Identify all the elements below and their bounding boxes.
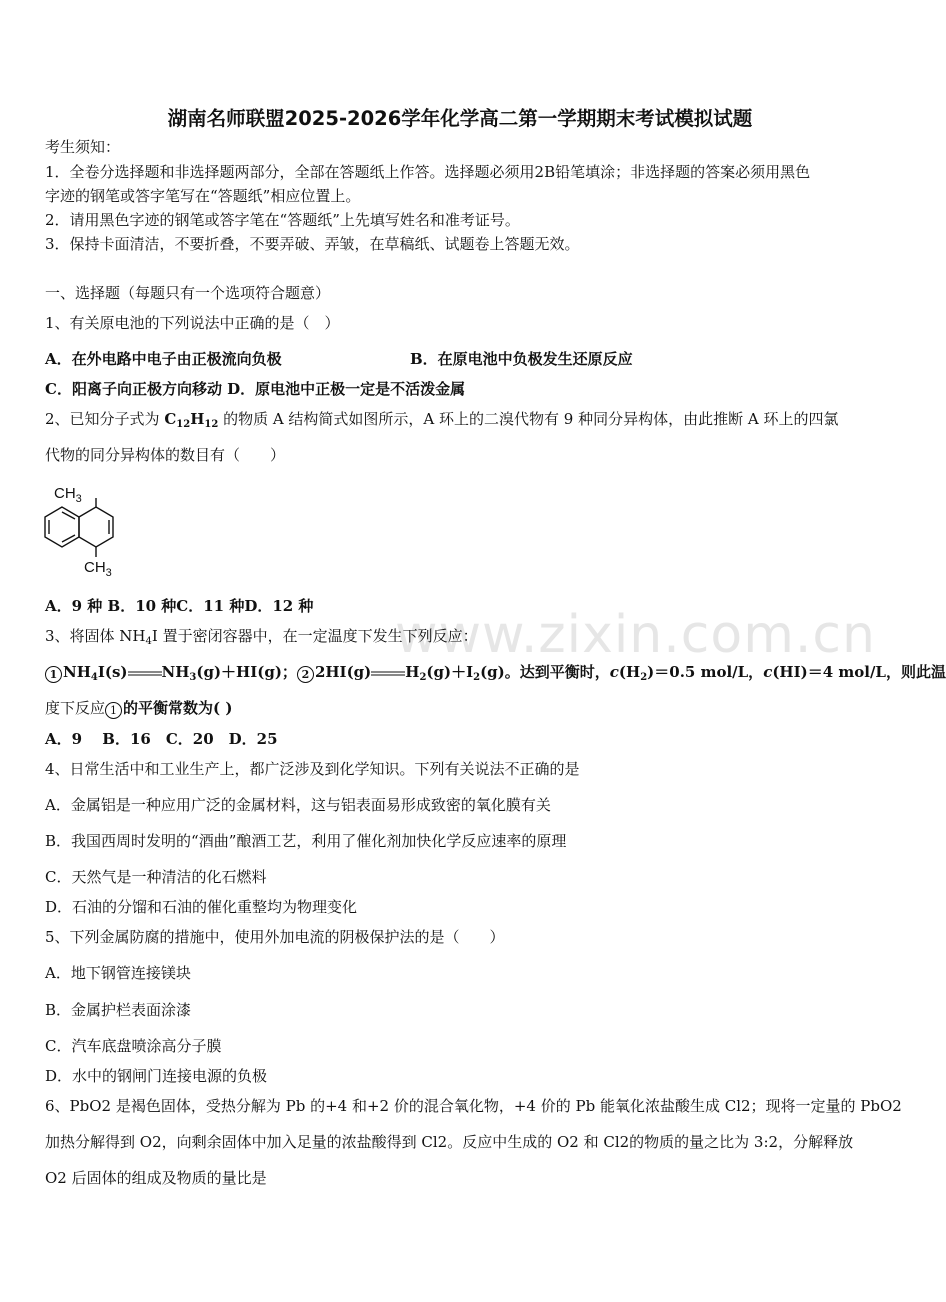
option-a: A．在外电路中电子由正极流向负极 xyxy=(45,350,282,368)
methyl-label-bottom: $CH_3$ xyxy=(84,559,112,579)
option-a: A．地下钢管连接镁块 xyxy=(45,964,191,982)
question-6-line1: 6、PbO2 是褐色固体，受热分解为 Pb 的+4 和+2 价的混合氧化物，+4 价的 Pb 能氧化浓盐酸生成 Cl2；现将一定量的 PbO2 xyxy=(45,1097,902,1115)
notice-item: 3．保持卡面清洁，不要折叠，不要弄破、弄皱，在草稿纸、试题卷上答题无效。 xyxy=(45,235,580,253)
page-title: 湖南名师联盟2025-2026学年化学高二第一学期期末考试模拟试题 xyxy=(167,107,753,130)
question-6-line3: O2 后固体的组成及物质的量比是 xyxy=(45,1169,267,1187)
formula-sub: 12 xyxy=(176,419,191,430)
circled-number: 2 xyxy=(297,666,314,683)
notice-header: 考生须知： xyxy=(45,138,121,156)
option-a: A．金属铝是一种应用广泛的金属材料，这与铝表面易形成致密的氧化膜有关 xyxy=(45,796,551,814)
option-b: B．金属护栏表面涂漆 xyxy=(45,1001,192,1019)
formula-h: H xyxy=(190,410,205,428)
section-heading: 一、选择题（每题只有一个选项符合题意） xyxy=(45,284,331,302)
question-3-stem xyxy=(45,626,880,646)
equation-text: $NH_3(g)+HI(g)$； xyxy=(161,663,297,683)
notice-item: 1．全卷分选择题和非选择题两部分，全部在答题纸上作答。选择题必须用2B铅笔填涂；非选择题的答案必须用黑色 xyxy=(45,163,811,181)
stem-text: 度下反应 xyxy=(45,699,106,717)
question-2-stem-line2: 代物的同分异构体的数目有（ ） xyxy=(45,446,286,464)
formula-sub: 12 xyxy=(204,419,219,430)
equation-text: $H_2(g)+I_2(g)$。达到平衡时，$c(H_2)=0.5$ mol/L，c(HI)＝4 mol/L，则此温 xyxy=(405,663,946,683)
circled-number: 1 xyxy=(105,702,122,719)
question-3-stem-line3 xyxy=(45,698,880,719)
methyl-label-top: $CH_3$ xyxy=(54,485,82,505)
notice-item: 字迹的钢笔或答字笔写在“答题纸”相应位置上。 xyxy=(45,187,361,205)
formula xyxy=(164,410,218,428)
option-c: C．天然气是一种清洁的化石燃料 xyxy=(45,868,267,886)
question-1-options-ab xyxy=(45,349,880,369)
question-3-options: A．9 B．16 C．20 D．25 xyxy=(45,730,278,748)
formula-sub: 4 xyxy=(145,636,152,647)
option-d: D．石油的分馏和石油的催化重整均为物理变化 xyxy=(45,898,358,916)
equilibrium-arrow-icon xyxy=(371,669,405,677)
equilibrium-arrow-icon xyxy=(128,669,162,677)
question-3-equations xyxy=(45,662,946,683)
equation-text: 2HI(g) xyxy=(314,663,372,681)
question-2-stem xyxy=(45,409,880,429)
circled-number: 1 xyxy=(45,666,62,683)
stem-text: 2、已知分子式为 xyxy=(45,410,165,428)
formula-c: C xyxy=(164,410,177,428)
equation-text: $NH_4I(s)$ xyxy=(63,663,128,683)
option-d: D．水中的钢闸门连接电源的负极 xyxy=(45,1067,268,1085)
notice-item: 2．请用黑色字迹的钢笔或答字笔在“答题纸”上先填写姓名和准考证号。 xyxy=(45,211,520,229)
stem-text: 的平衡常数为( ) xyxy=(123,699,233,717)
stem-text: I 置于密闭容器中，在一定温度下发生下列反应： xyxy=(151,627,478,645)
question-6-line2: 加热分解得到 O2，向剩余固体中加入足量的浓盐酸得到 Cl2。反应中生成的 O2 和 Cl2的物质的量之比为 3:2，分解释放 xyxy=(45,1133,854,1151)
question-4-stem: 4、日常生活中和工业生产上，都广泛涉及到化学知识。下列有关说法不正确的是 xyxy=(45,760,580,778)
question-1-stem: 1、有关原电池的下列说法中正确的是（ ） xyxy=(45,314,340,332)
option-b: B．在原电池中负极发生还原反应 xyxy=(410,350,633,368)
question-2-options: A．9 种 B．10 种C．11 种D．12 种 xyxy=(45,597,314,615)
stem-text: 3、将固体 NH xyxy=(45,627,146,645)
watermark-text: www.zixin.com.cn xyxy=(395,605,876,665)
option-c: C．汽车底盘喷涂高分子膜 xyxy=(45,1037,222,1055)
dimethylnaphthalene-structure xyxy=(40,485,140,585)
option-b: B．我国西周时发明的“酒曲”酿酒工艺，利用了催化剂加快化学反应速率的原理 xyxy=(45,832,567,850)
question-5-stem: 5、下列金属防腐的措施中，使用外加电流的阴极保护法的是（ ） xyxy=(45,928,505,946)
stem-text: 的物质 A 结构简式如图所示，A 环上的二溴代物有 9 种同分异构体，由此推断 A 环上的四氯 xyxy=(218,410,839,428)
question-1-options-cd: C．阳离子向正极方向移动 D．原电池中正极一定是不活泼金属 xyxy=(45,380,466,398)
